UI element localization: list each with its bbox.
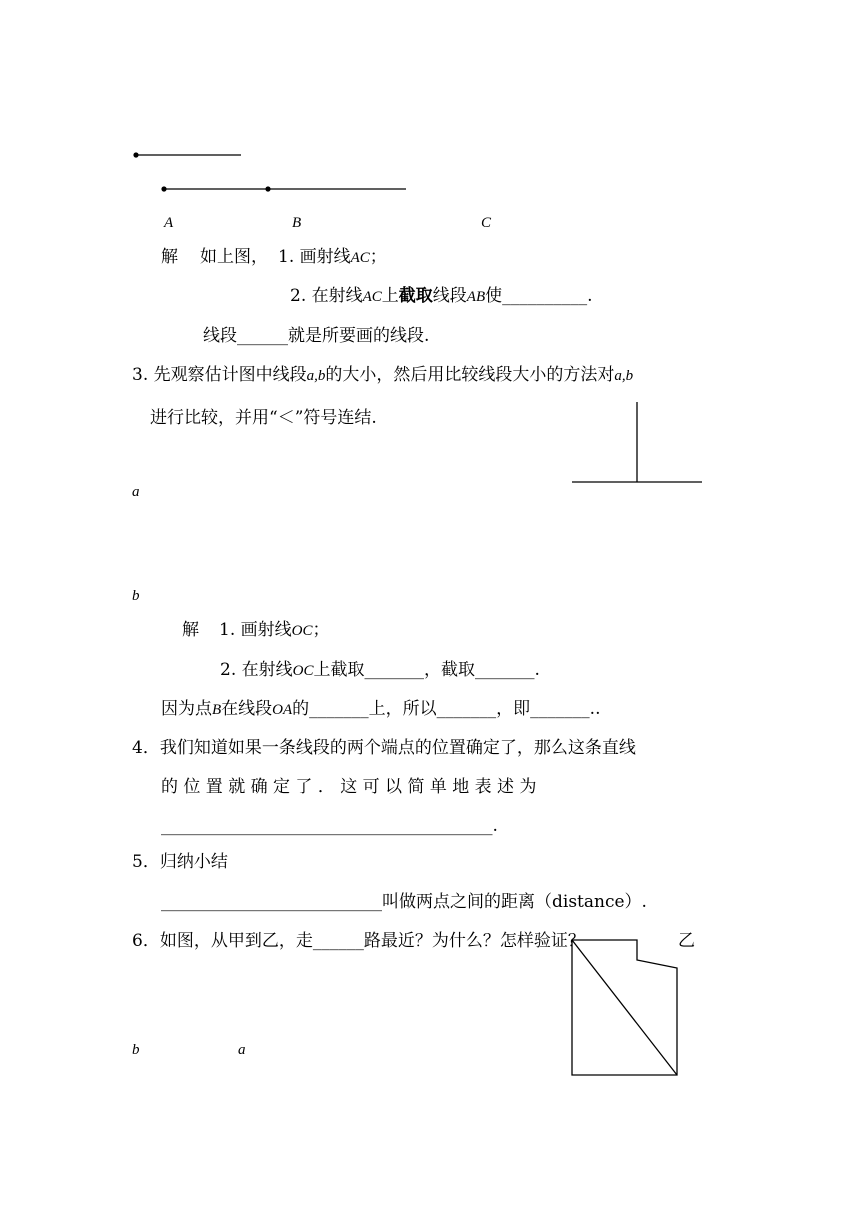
q2-line2-num: 2. 在射线: [290, 286, 363, 306]
q3-solution-line2: [220, 659, 540, 682]
q6-line1: 6．如图，从甲到乙，走______路最近？为什么？怎样验证？: [132, 931, 585, 951]
q2-line2-seg: AB: [466, 289, 486, 305]
q3-sol-line3-mid: 在线段: [221, 699, 273, 719]
path-diagonal: [572, 940, 677, 1075]
q5-title: 5．归纳小结: [132, 852, 228, 872]
q3-line2: 进行比较，并用“＜”符号连结.: [150, 408, 377, 428]
q2-line1-end: ；: [369, 247, 387, 267]
q2-solution-line1: [161, 246, 387, 269]
q3-sol-line2-ray: OC: [292, 663, 314, 679]
point-b: [265, 186, 270, 191]
q3-jie: 解: [182, 620, 199, 640]
q4-line2: 的 位 置 就 确 定 了 ． 这 可 以 简 单 地 表 述 为: [161, 777, 537, 797]
q3-prefix: 3. 先观察估计图中线段: [132, 365, 307, 385]
q3-mid: 的大小，然后用比较线段大小的方法对: [325, 365, 615, 385]
q2-line1-num: 1. 画射线: [278, 247, 351, 267]
q3-sol-line1-end: ；: [312, 620, 330, 640]
point-a: [161, 186, 166, 191]
q6-yi: 乙: [678, 931, 695, 951]
q3-sol-ray: OC: [291, 623, 313, 639]
q2-line2-bold: 截取: [398, 286, 433, 306]
q3-solution-line1: [182, 619, 329, 642]
q3-label-a: a: [132, 484, 140, 500]
label-c: C: [481, 215, 492, 231]
q2-line2-seg-word: 线段: [432, 286, 467, 306]
q2-line2-ray: AC: [362, 289, 382, 305]
q3-line1: [132, 364, 633, 387]
q3-sol-line3-pre: 因为点: [161, 699, 212, 719]
q5-line2: __________________________叫做两点之间的距离（distance）.: [161, 892, 647, 912]
jie-label: 解: [161, 247, 178, 267]
q3-solution-line3: [161, 698, 600, 721]
q2-line1-prefix: 如上图，: [200, 247, 268, 267]
q2-solution-line3: 线段______就是所要画的线段.: [203, 326, 430, 346]
q3-sol-line2-post: 上截取_______，截取_______.: [313, 660, 540, 680]
q2-line2-end: 使__________.: [485, 286, 593, 306]
q2-line2-mid: 上: [381, 286, 399, 306]
q3-sol-line3-b: B: [212, 702, 222, 718]
label-a: A: [164, 215, 174, 231]
q6-label-b: b: [132, 1042, 140, 1058]
q3-label-b: b: [132, 588, 140, 604]
q3-sol-line1: 1. 画射线: [219, 620, 292, 640]
q3-ab1: a,b: [306, 368, 326, 384]
q3-sol-line2-pre: 2. 在射线: [220, 660, 293, 680]
q6-label-a: a: [238, 1042, 246, 1058]
ray-ac: AC: [350, 250, 370, 266]
point-top-left: [133, 152, 138, 157]
q3-sol-line3-oa: OA: [272, 702, 293, 718]
q3-ab2: a,b: [614, 368, 634, 384]
q3-sol-line3-post: 的_______上，所以_______，即_______..: [292, 699, 601, 719]
q2-solution-line2: [290, 285, 593, 308]
label-b: B: [292, 215, 302, 231]
q4-line1: 4．我们知道如果一条线段的两个端点的位置确定了，那么这条直线: [132, 738, 636, 758]
q4-line3: _______________________________________.: [161, 816, 498, 836]
